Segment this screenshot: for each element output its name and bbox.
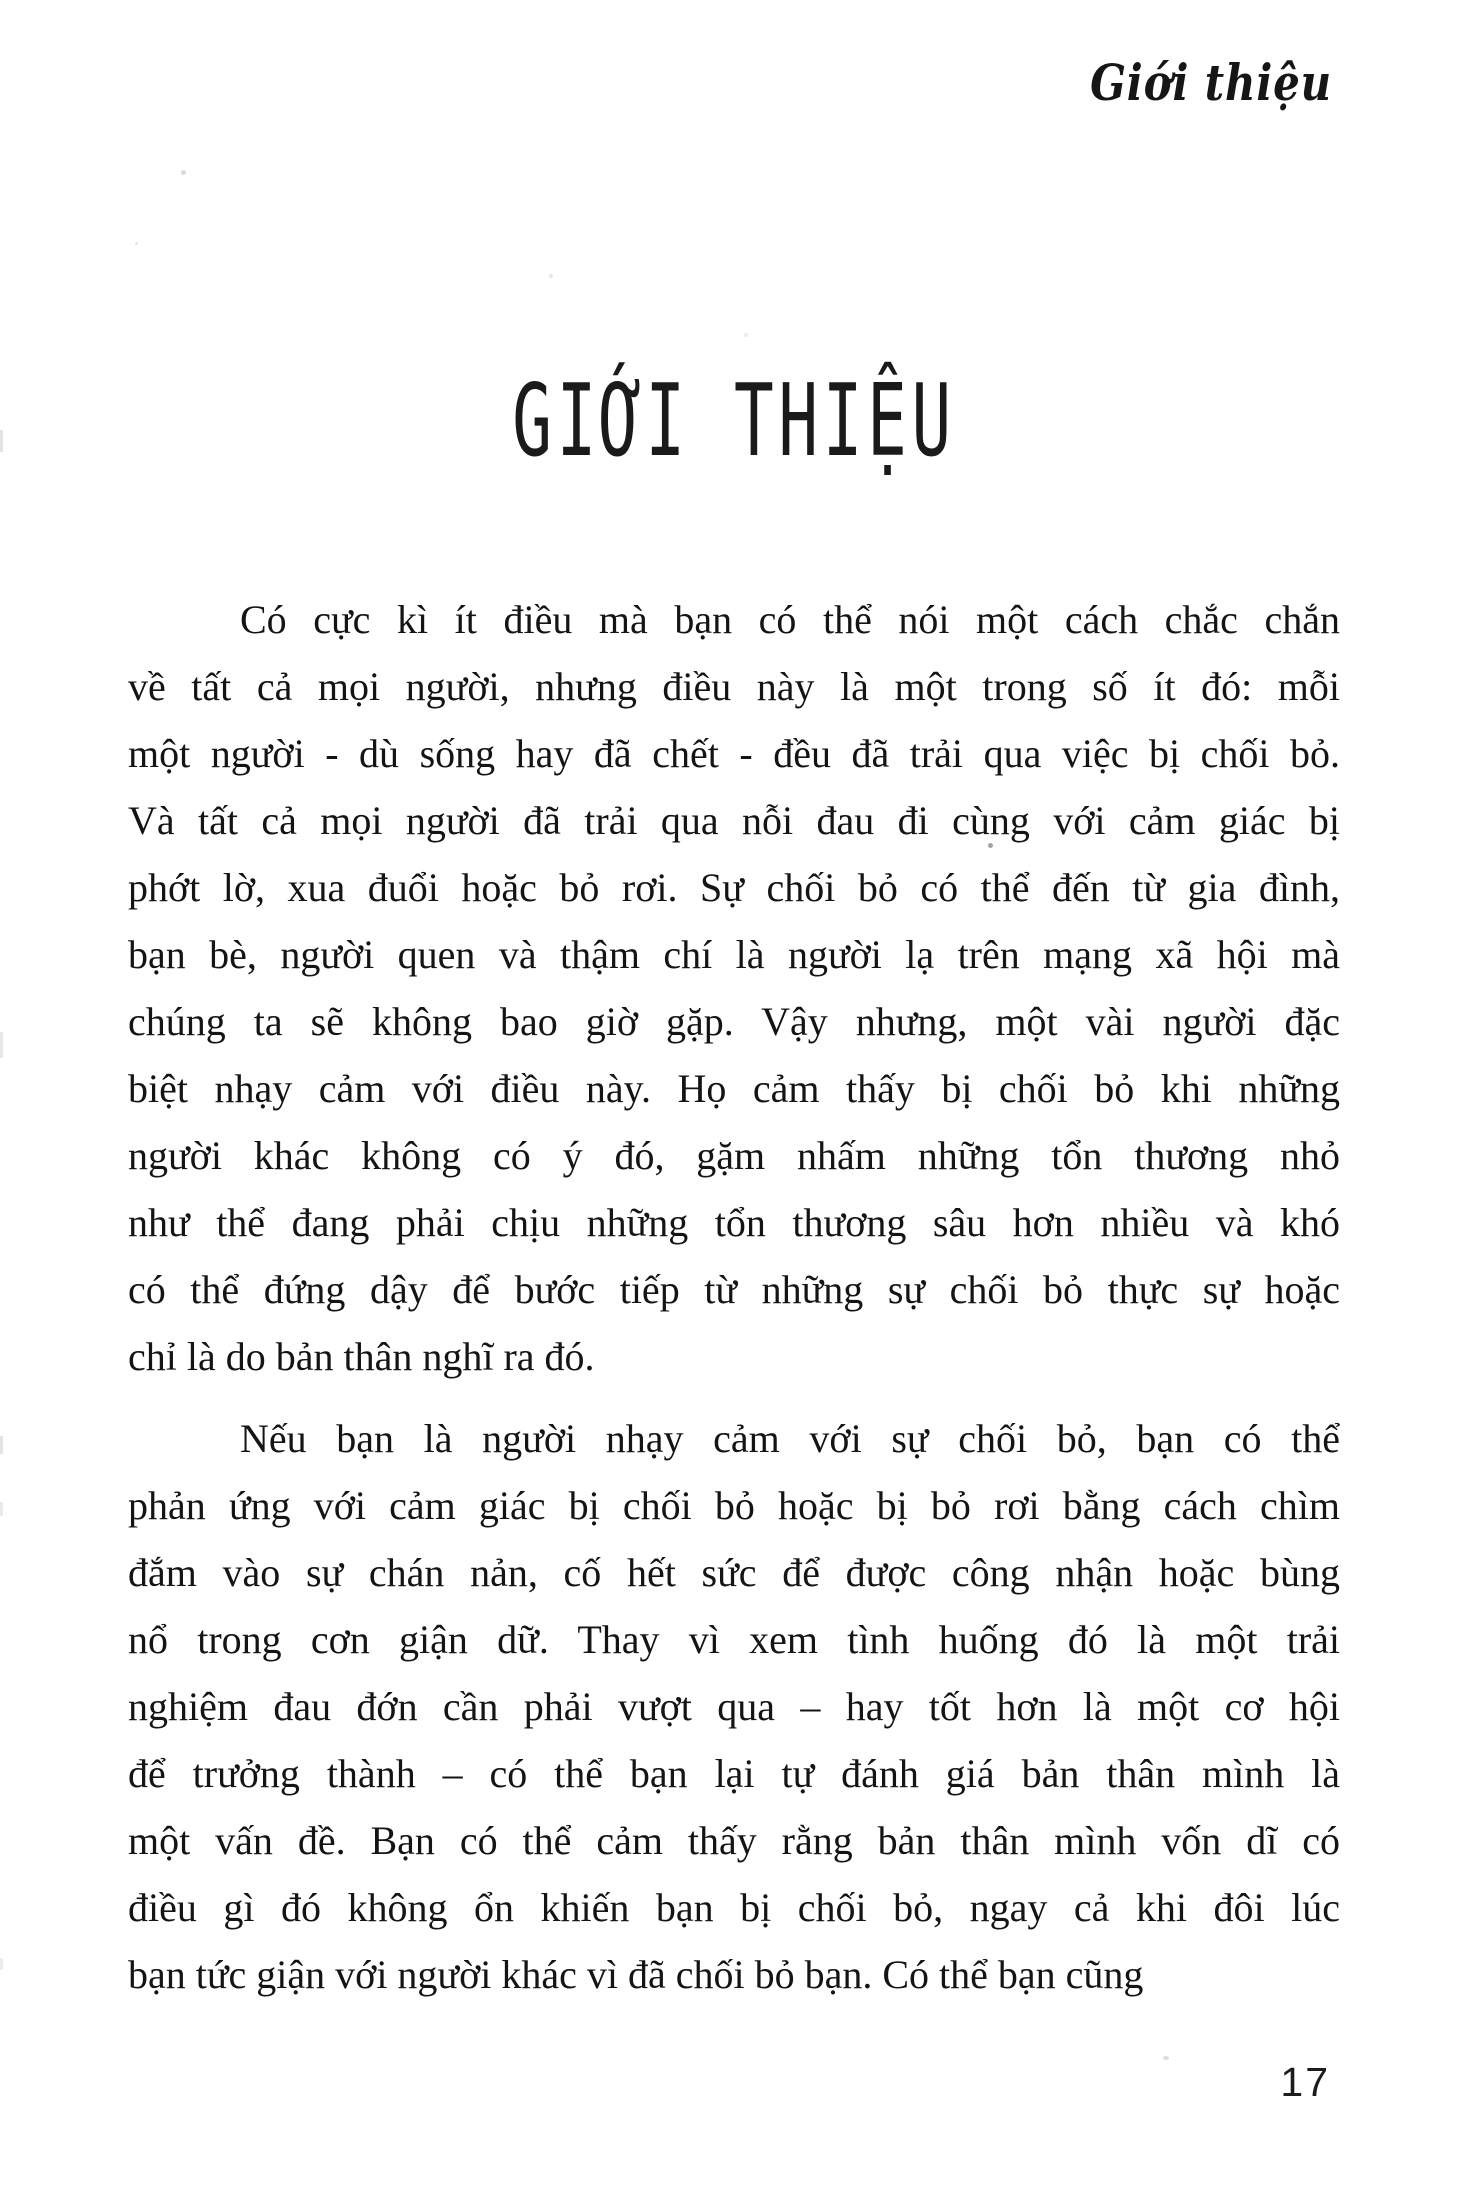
body-line: nghiệm đau đớn cần phải vượt qua – hay tốt hơn là một cơ hội (128, 1684, 1340, 1729)
scan-speck (744, 333, 748, 337)
scan-edge-artifact (0, 1032, 3, 1058)
body-line: để trưởng thành – có thể bạn lại tự đánh giá bản thân mình là (128, 1751, 1340, 1796)
body-line: như thể đang phải chịu những tổn thương sâu hơn nhiều và khó (128, 1200, 1340, 1245)
body-line: đắm vào sự chán nản, cố hết sức để được công nhận hoặc bùng (128, 1550, 1340, 1595)
body-line: một vấn đề. Bạn có thể cảm thấy rằng bản thân mình vốn dĩ có (128, 1818, 1340, 1863)
body-line: Nếu bạn là người nhạy cảm với sự chối bỏ, bạn có thể (240, 1416, 1340, 1461)
body-line: chỉ là do bản thân nghĩ ra đó. (128, 1334, 595, 1379)
body-line: Và tất cả mọi người đã trải qua nỗi đau đi cùng với cảm giác bị (128, 798, 1340, 843)
chapter-title (128, 362, 1340, 480)
scan-speck (135, 242, 138, 245)
scan-speck (549, 274, 553, 278)
paragraph (128, 1405, 1340, 2008)
scan-edge-artifact (0, 1502, 3, 1516)
body-line: về tất cả mọi người, nhưng điều này là một trong số ít đó: mỗi (128, 664, 1340, 709)
scan-speck (1163, 2056, 1169, 2060)
body-line: chúng ta sẽ không bao giờ gặp. Vậy nhưng, một vài người đặc (128, 999, 1340, 1044)
body-line: một người - dù sống hay đã chết - đều đã trải qua việc bị chối bỏ. (128, 731, 1340, 776)
body-line: điều gì đó không ổn khiến bạn bị chối bỏ, ngay cả khi đôi lúc (128, 1885, 1340, 1930)
scan-edge-artifact (0, 430, 3, 452)
body-line: người khác không có ý đó, gặm nhấm những tổn thương nhỏ (128, 1133, 1340, 1178)
body-line: bạn tức giận với người khác vì đã chối bỏ bạn. Có thể bạn cũng (128, 1952, 1144, 1997)
scan-speck (988, 843, 993, 848)
body-line: có thể đứng dậy để bước tiếp từ những sự chối bỏ thực sự hoặc (128, 1267, 1340, 1312)
scan-speck (181, 170, 186, 175)
chapter-title-text: GIỚI THIỆU (512, 362, 956, 479)
scan-edge-artifact (0, 1436, 3, 1454)
body-line: biệt nhạy cảm với điều này. Họ cảm thấy bị chối bỏ khi những (128, 1066, 1340, 1111)
body-line: phản ứng với cảm giác bị chối bỏ hoặc bị bỏ rơi bằng cách chìm (128, 1483, 1340, 1528)
running-header: Giới thiệu (1090, 53, 1332, 112)
paragraph (128, 586, 1340, 1390)
body-text (128, 586, 1340, 2008)
body-line: bạn bè, người quen và thậm chí là người lạ trên mạng xã hội mà (128, 932, 1340, 977)
body-line: phớt lờ, xua đuổi hoặc bỏ rơi. Sự chối bỏ có thể đến từ gia đình, (128, 865, 1340, 910)
body-line: Có cực kì ít điều mà bạn có thể nói một cách chắc chắn (240, 597, 1340, 642)
body-line: nổ trong cơn giận dữ. Thay vì xem tình huống đó là một trải (128, 1617, 1340, 1662)
page-number: 17 (1280, 2059, 1330, 2105)
scan-edge-artifact (0, 1958, 3, 1970)
